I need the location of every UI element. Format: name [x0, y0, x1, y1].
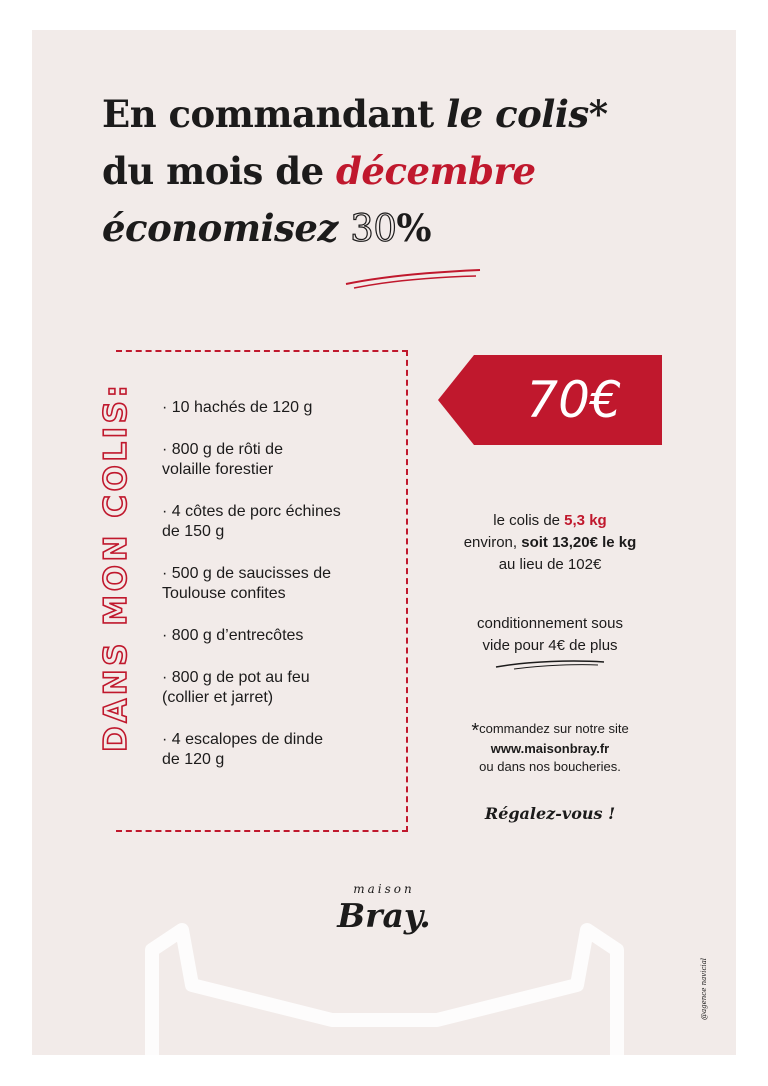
weight-info — [438, 510, 662, 576]
headline-text: économisez — [102, 206, 351, 250]
list-item — [162, 398, 402, 418]
list-item — [162, 626, 402, 646]
info-price-per-kg: soit 13,20€ le kg — [521, 534, 637, 551]
order-info — [438, 720, 662, 776]
info-weight: 5,3 kg — [564, 512, 607, 529]
cond-line: vide pour 4€ de plus — [482, 637, 618, 654]
logo-maison: maison — [353, 882, 415, 896]
black-swoosh-icon — [494, 658, 606, 670]
website-link[interactable] — [438, 740, 662, 758]
order-text: commandez sur notre site — [479, 721, 629, 736]
colis-items-list — [162, 398, 402, 792]
agency-credit: @agence navicial — [700, 957, 708, 1020]
list-item — [162, 730, 402, 770]
list-item — [162, 668, 402, 708]
item-line: Toulouse confites — [162, 585, 286, 602]
headline-month: décembre — [336, 149, 536, 193]
info-line: au lieu de 102€ — [498, 556, 602, 573]
website-text: www.maisonbray.fr — [490, 741, 610, 756]
cond-line: conditionnement sous — [477, 615, 623, 632]
vertical-label: DANS MON COLIS: — [98, 381, 134, 752]
headline-text: du mois de — [102, 149, 337, 193]
list-item — [162, 502, 402, 542]
asterisk-icon: * — [471, 720, 480, 742]
item-line: · 800 g de rôti de — [162, 441, 283, 458]
info-line — [438, 510, 662, 532]
poster — [32, 30, 736, 1055]
order-line: ou dans nos boucheries. — [479, 759, 621, 774]
headline-line-3 — [102, 200, 662, 257]
item-line: volaille forestier — [162, 461, 274, 478]
item-line: · 500 g de saucisses de — [162, 565, 331, 582]
conditionnement-info — [438, 613, 662, 657]
item-line: de 150 g — [162, 523, 225, 540]
item-line: · 10 hachés de 120 g — [162, 399, 313, 416]
list-item — [162, 564, 402, 604]
headline-percent-number: 30 — [350, 207, 397, 250]
info-line — [438, 532, 662, 554]
headline-percent-sign: % — [396, 206, 432, 250]
headline — [102, 86, 662, 257]
item-line: · 4 escalopes de dinde — [162, 731, 323, 748]
headline-line-1 — [102, 86, 662, 143]
red-swoosh-icon — [344, 266, 484, 290]
item-line: de 120 g — [162, 751, 225, 768]
order-line — [438, 720, 662, 740]
item-line: · 800 g de pot au feu — [162, 669, 310, 686]
headline-text: En commandant — [102, 92, 447, 136]
info-text: le colis de — [493, 512, 565, 529]
headline-colis: le colis* — [446, 92, 608, 136]
item-line: (collier et jarret) — [162, 689, 274, 706]
info-text: environ, — [463, 534, 522, 551]
price-label: 70€ — [526, 371, 622, 429]
logo-bray: Bray. — [337, 896, 431, 935]
list-item — [162, 440, 402, 480]
item-line: · 800 g d’entrecôtes — [162, 627, 304, 644]
item-line: · 4 côtes de porc échines — [162, 503, 341, 520]
regalez-text: Régalez-vous ! — [484, 804, 616, 823]
headline-line-2 — [102, 143, 662, 200]
